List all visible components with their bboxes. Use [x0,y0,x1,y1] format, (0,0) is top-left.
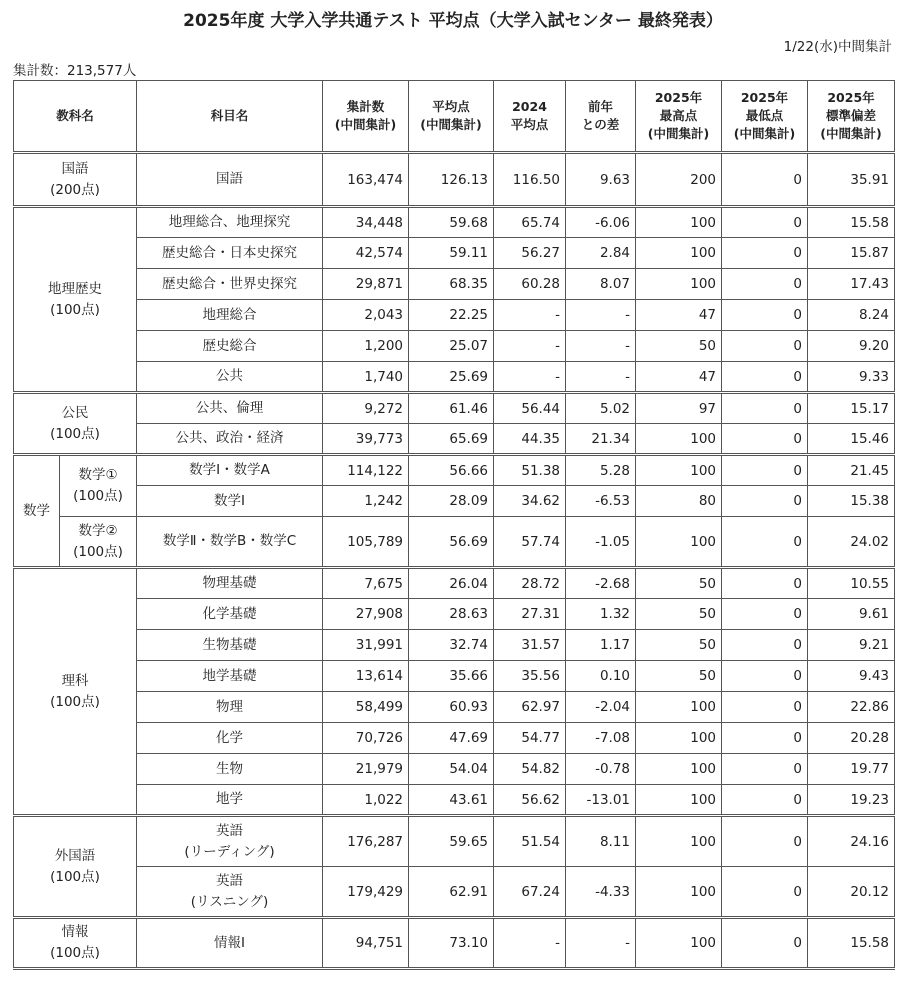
avg2024-cell: 31.57 [494,630,566,661]
avg2024-cell: - [494,362,566,393]
sd-cell: 24.02 [808,517,895,568]
min-cell: 0 [722,207,808,238]
table-row [14,153,895,207]
avg-cell: 56.69 [409,517,494,568]
group-joho: 情報 (100点) [14,918,137,969]
diff-cell: -6.06 [566,207,636,238]
subject-cell: 化学 [137,723,323,754]
table-row [14,918,895,969]
table-row [14,816,895,867]
avg-cell: 26.04 [409,568,494,599]
min-cell: 0 [722,486,808,517]
count-cell: 114,122 [323,455,409,486]
max-cell: 80 [636,486,722,517]
count-cell: 27,908 [323,599,409,630]
count-cell: 94,751 [323,918,409,969]
header-kyoka: 教科名 [14,81,137,153]
table-row [14,867,895,918]
count-cell: 105,789 [323,517,409,568]
avg2024-cell: 56.62 [494,785,566,816]
sd-cell: 15.38 [808,486,895,517]
min-cell: 0 [722,754,808,785]
group-sugaku2: 数学② (100点) [60,517,137,568]
max-cell: 100 [636,692,722,723]
count-cell: 34,448 [323,207,409,238]
header-kamoku: 科目名 [137,81,323,153]
max-cell: 100 [636,269,722,300]
header-sd: 2025年 標準偏差 (中間集計) [808,81,895,153]
avg2024-cell: 54.77 [494,723,566,754]
avg-cell: 25.07 [409,331,494,362]
avg-cell: 68.35 [409,269,494,300]
diff-cell: -6.53 [566,486,636,517]
sd-cell: 24.16 [808,816,895,867]
subject-cell: 生物基礎 [137,630,323,661]
avg-cell: 59.68 [409,207,494,238]
group-gaikokugo: 外国語 (100点) [14,816,137,918]
subject-cell: 歴史総合・日本史探究 [137,238,323,269]
min-cell: 0 [722,599,808,630]
avg-cell: 32.74 [409,630,494,661]
min-cell: 0 [722,517,808,568]
max-cell: 50 [636,661,722,692]
max-cell: 47 [636,362,722,393]
count-cell: 31,991 [323,630,409,661]
avg-cell: 43.61 [409,785,494,816]
avg-cell: 60.93 [409,692,494,723]
avg2024-cell: 44.35 [494,424,566,455]
max-cell: 100 [636,754,722,785]
diff-cell: - [566,331,636,362]
group-chireki: 地理歴史 (100点) [14,207,137,393]
count-cell: 21,979 [323,754,409,785]
avg-cell: 62.91 [409,867,494,918]
max-cell: 100 [636,238,722,269]
sd-cell: 20.12 [808,867,895,918]
sd-cell: 22.86 [808,692,895,723]
min-cell: 0 [722,455,808,486]
avg-cell: 35.66 [409,661,494,692]
diff-cell: - [566,362,636,393]
diff-cell: -13.01 [566,785,636,816]
count-cell: 29,871 [323,269,409,300]
diff-cell: 5.28 [566,455,636,486]
subject-cell: 歴史総合 [137,331,323,362]
count-cell: 176,287 [323,816,409,867]
count-cell: 42,574 [323,238,409,269]
page-title: 2025年度 大学入学共通テスト 平均点（大学入試センター 最終発表） [183,11,723,31]
count-cell: 1,740 [323,362,409,393]
count-cell: 179,429 [323,867,409,918]
count-cell: 1,242 [323,486,409,517]
table-row [14,300,895,331]
subject-cell: 公共 [137,362,323,393]
subject-cell: 数学Ⅱ・数学B・数学C [137,517,323,568]
diff-cell: -2.04 [566,692,636,723]
table-row [14,207,895,238]
tbody-kokugo [14,153,895,207]
sd-cell: 10.55 [808,568,895,599]
max-cell: 100 [636,207,722,238]
avg2024-cell: 116.50 [494,153,566,207]
subject-cell: 化学基礎 [137,599,323,630]
sd-cell: 15.87 [808,238,895,269]
avg2024-cell: - [494,918,566,969]
sd-cell: 9.33 [808,362,895,393]
sd-cell: 35.91 [808,153,895,207]
tbody-gaikokugo [14,816,895,918]
header-count: 集計数 (中間集計) [323,81,409,153]
total-count: 集計数：213,577人 [13,63,137,79]
count-cell: 1,200 [323,331,409,362]
avg2024-cell: 51.38 [494,455,566,486]
sd-cell: 15.17 [808,393,895,424]
avg2024-cell: - [494,331,566,362]
avg-cell: 28.63 [409,599,494,630]
diff-cell: 8.07 [566,269,636,300]
subject-cell: 地学 [137,785,323,816]
min-cell: 0 [722,785,808,816]
max-cell: 50 [636,331,722,362]
table-row [14,723,895,754]
max-cell: 100 [636,785,722,816]
sd-cell: 19.23 [808,785,895,816]
diff-cell: -0.78 [566,754,636,785]
header-avg2024: 2024 平均点 [494,81,566,153]
count-cell: 70,726 [323,723,409,754]
subject-cell: 地学基礎 [137,661,323,692]
sd-cell: 9.20 [808,331,895,362]
avg-cell: 61.46 [409,393,494,424]
avg2024-cell: 34.62 [494,486,566,517]
avg2024-cell: 35.56 [494,661,566,692]
count-cell: 1,022 [323,785,409,816]
min-cell: 0 [722,238,808,269]
diff-cell: - [566,300,636,331]
avg2024-cell: 56.27 [494,238,566,269]
count-cell: 9,272 [323,393,409,424]
avg-cell: 59.65 [409,816,494,867]
diff-cell: 5.02 [566,393,636,424]
sd-cell: 17.43 [808,269,895,300]
min-cell: 0 [722,723,808,754]
sd-cell: 9.21 [808,630,895,661]
diff-cell: 1.17 [566,630,636,661]
table-row [14,362,895,393]
diff-cell: 21.34 [566,424,636,455]
avg2024-cell: 28.72 [494,568,566,599]
table-row [14,238,895,269]
sd-cell: 8.24 [808,300,895,331]
count-cell: 13,614 [323,661,409,692]
table-row [14,424,895,455]
avg2024-cell: 62.97 [494,692,566,723]
min-cell: 0 [722,153,808,207]
sd-cell: 9.61 [808,599,895,630]
sd-cell: 19.77 [808,754,895,785]
header-row [14,81,895,153]
table-row [14,393,895,424]
table-row [14,331,895,362]
min-cell: 0 [722,630,808,661]
group-kokugo: 国語 (200点) [14,153,137,207]
diff-cell: 1.32 [566,599,636,630]
header-max: 2025年 最高点 (中間集計) [636,81,722,153]
max-cell: 100 [636,867,722,918]
table-row [14,661,895,692]
min-cell: 0 [722,362,808,393]
tbody-rika [14,568,895,816]
diff-cell: - [566,918,636,969]
table-row [14,517,895,568]
sd-cell: 20.28 [808,723,895,754]
sd-cell: 21.45 [808,455,895,486]
avg-cell: 56.66 [409,455,494,486]
min-cell: 0 [722,816,808,867]
avg2024-cell: 54.82 [494,754,566,785]
min-cell: 0 [722,661,808,692]
avg-cell: 59.11 [409,238,494,269]
subject-cell: 地理総合 [137,300,323,331]
subject-cell: 情報Ⅰ [137,918,323,969]
avg-cell: 22.25 [409,300,494,331]
min-cell: 0 [722,331,808,362]
avg-cell: 47.69 [409,723,494,754]
avg2024-cell: 27.31 [494,599,566,630]
tbody-sugaku [14,455,895,568]
max-cell: 50 [636,630,722,661]
table-row [14,568,895,599]
subject-cell: 公共、倫理 [137,393,323,424]
subject-cell: 公共、政治・経済 [137,424,323,455]
max-cell: 50 [636,599,722,630]
diff-cell: 9.63 [566,153,636,207]
header-min: 2025年 最低点 (中間集計) [722,81,808,153]
tbody-komin [14,393,895,455]
table-row [14,599,895,630]
diff-cell: 0.10 [566,661,636,692]
subject-cell: 物理 [137,692,323,723]
avg-cell: 54.04 [409,754,494,785]
diff-cell: -1.05 [566,517,636,568]
tbody-chireki [14,207,895,393]
min-cell: 0 [722,867,808,918]
diff-cell: -7.08 [566,723,636,754]
min-cell: 0 [722,692,808,723]
min-cell: 0 [722,424,808,455]
diff-cell: 2.84 [566,238,636,269]
diff-cell: -2.68 [566,568,636,599]
max-cell: 97 [636,393,722,424]
avg-cell: 126.13 [409,153,494,207]
avg2024-cell: 65.74 [494,207,566,238]
subject-cell: 数学Ⅰ・数学A [137,455,323,486]
max-cell: 100 [636,424,722,455]
max-cell: 100 [636,816,722,867]
table-row [14,754,895,785]
table-row [14,785,895,816]
subject-cell: 地理総合、地理探究 [137,207,323,238]
max-cell: 100 [636,517,722,568]
table-row [14,269,895,300]
avg2024-cell: 67.24 [494,867,566,918]
avg2024-cell: 57.74 [494,517,566,568]
score-table [13,80,895,970]
avg-cell: 28.09 [409,486,494,517]
table-row [14,486,895,517]
max-cell: 100 [636,455,722,486]
header-diff: 前年 との差 [566,81,636,153]
count-cell: 58,499 [323,692,409,723]
subject-cell: 歴史総合・世界史探究 [137,269,323,300]
table-row [14,455,895,486]
subject-cell: 英語 (リスニング) [137,867,323,918]
sd-cell: 9.43 [808,661,895,692]
avg2024-cell: - [494,300,566,331]
diff-cell: 8.11 [566,816,636,867]
min-cell: 0 [722,269,808,300]
min-cell: 0 [722,393,808,424]
avg-cell: 25.69 [409,362,494,393]
sd-cell: 15.58 [808,918,895,969]
group-sugaku1: 数学① (100点) [60,455,137,517]
tbody-joho [14,918,895,969]
min-cell: 0 [722,918,808,969]
count-cell: 163,474 [323,153,409,207]
aggregation-date: 1/22(水)中間集計 [783,39,892,55]
min-cell: 0 [722,300,808,331]
sd-cell: 15.46 [808,424,895,455]
max-cell: 47 [636,300,722,331]
avg-cell: 73.10 [409,918,494,969]
group-rika: 理科 (100点) [14,568,137,816]
subject-cell: 物理基礎 [137,568,323,599]
sd-cell: 15.58 [808,207,895,238]
avg2024-cell: 51.54 [494,816,566,867]
avg2024-cell: 56.44 [494,393,566,424]
max-cell: 100 [636,918,722,969]
count-cell: 39,773 [323,424,409,455]
subject-cell: 数学Ⅰ [137,486,323,517]
group-sugaku: 数学 [14,455,60,568]
count-cell: 2,043 [323,300,409,331]
avg2024-cell: 60.28 [494,269,566,300]
count-cell: 7,675 [323,568,409,599]
max-cell: 200 [636,153,722,207]
subject-cell: 英語 (リーディング) [137,816,323,867]
header-avg: 平均点 (中間集計) [409,81,494,153]
table-row [14,692,895,723]
max-cell: 100 [636,723,722,754]
subject-cell: 国語 [137,153,323,207]
min-cell: 0 [722,568,808,599]
max-cell: 50 [636,568,722,599]
subject-cell: 生物 [137,754,323,785]
table-row [14,630,895,661]
avg-cell: 65.69 [409,424,494,455]
diff-cell: -4.33 [566,867,636,918]
group-komin: 公民 (100点) [14,393,137,455]
